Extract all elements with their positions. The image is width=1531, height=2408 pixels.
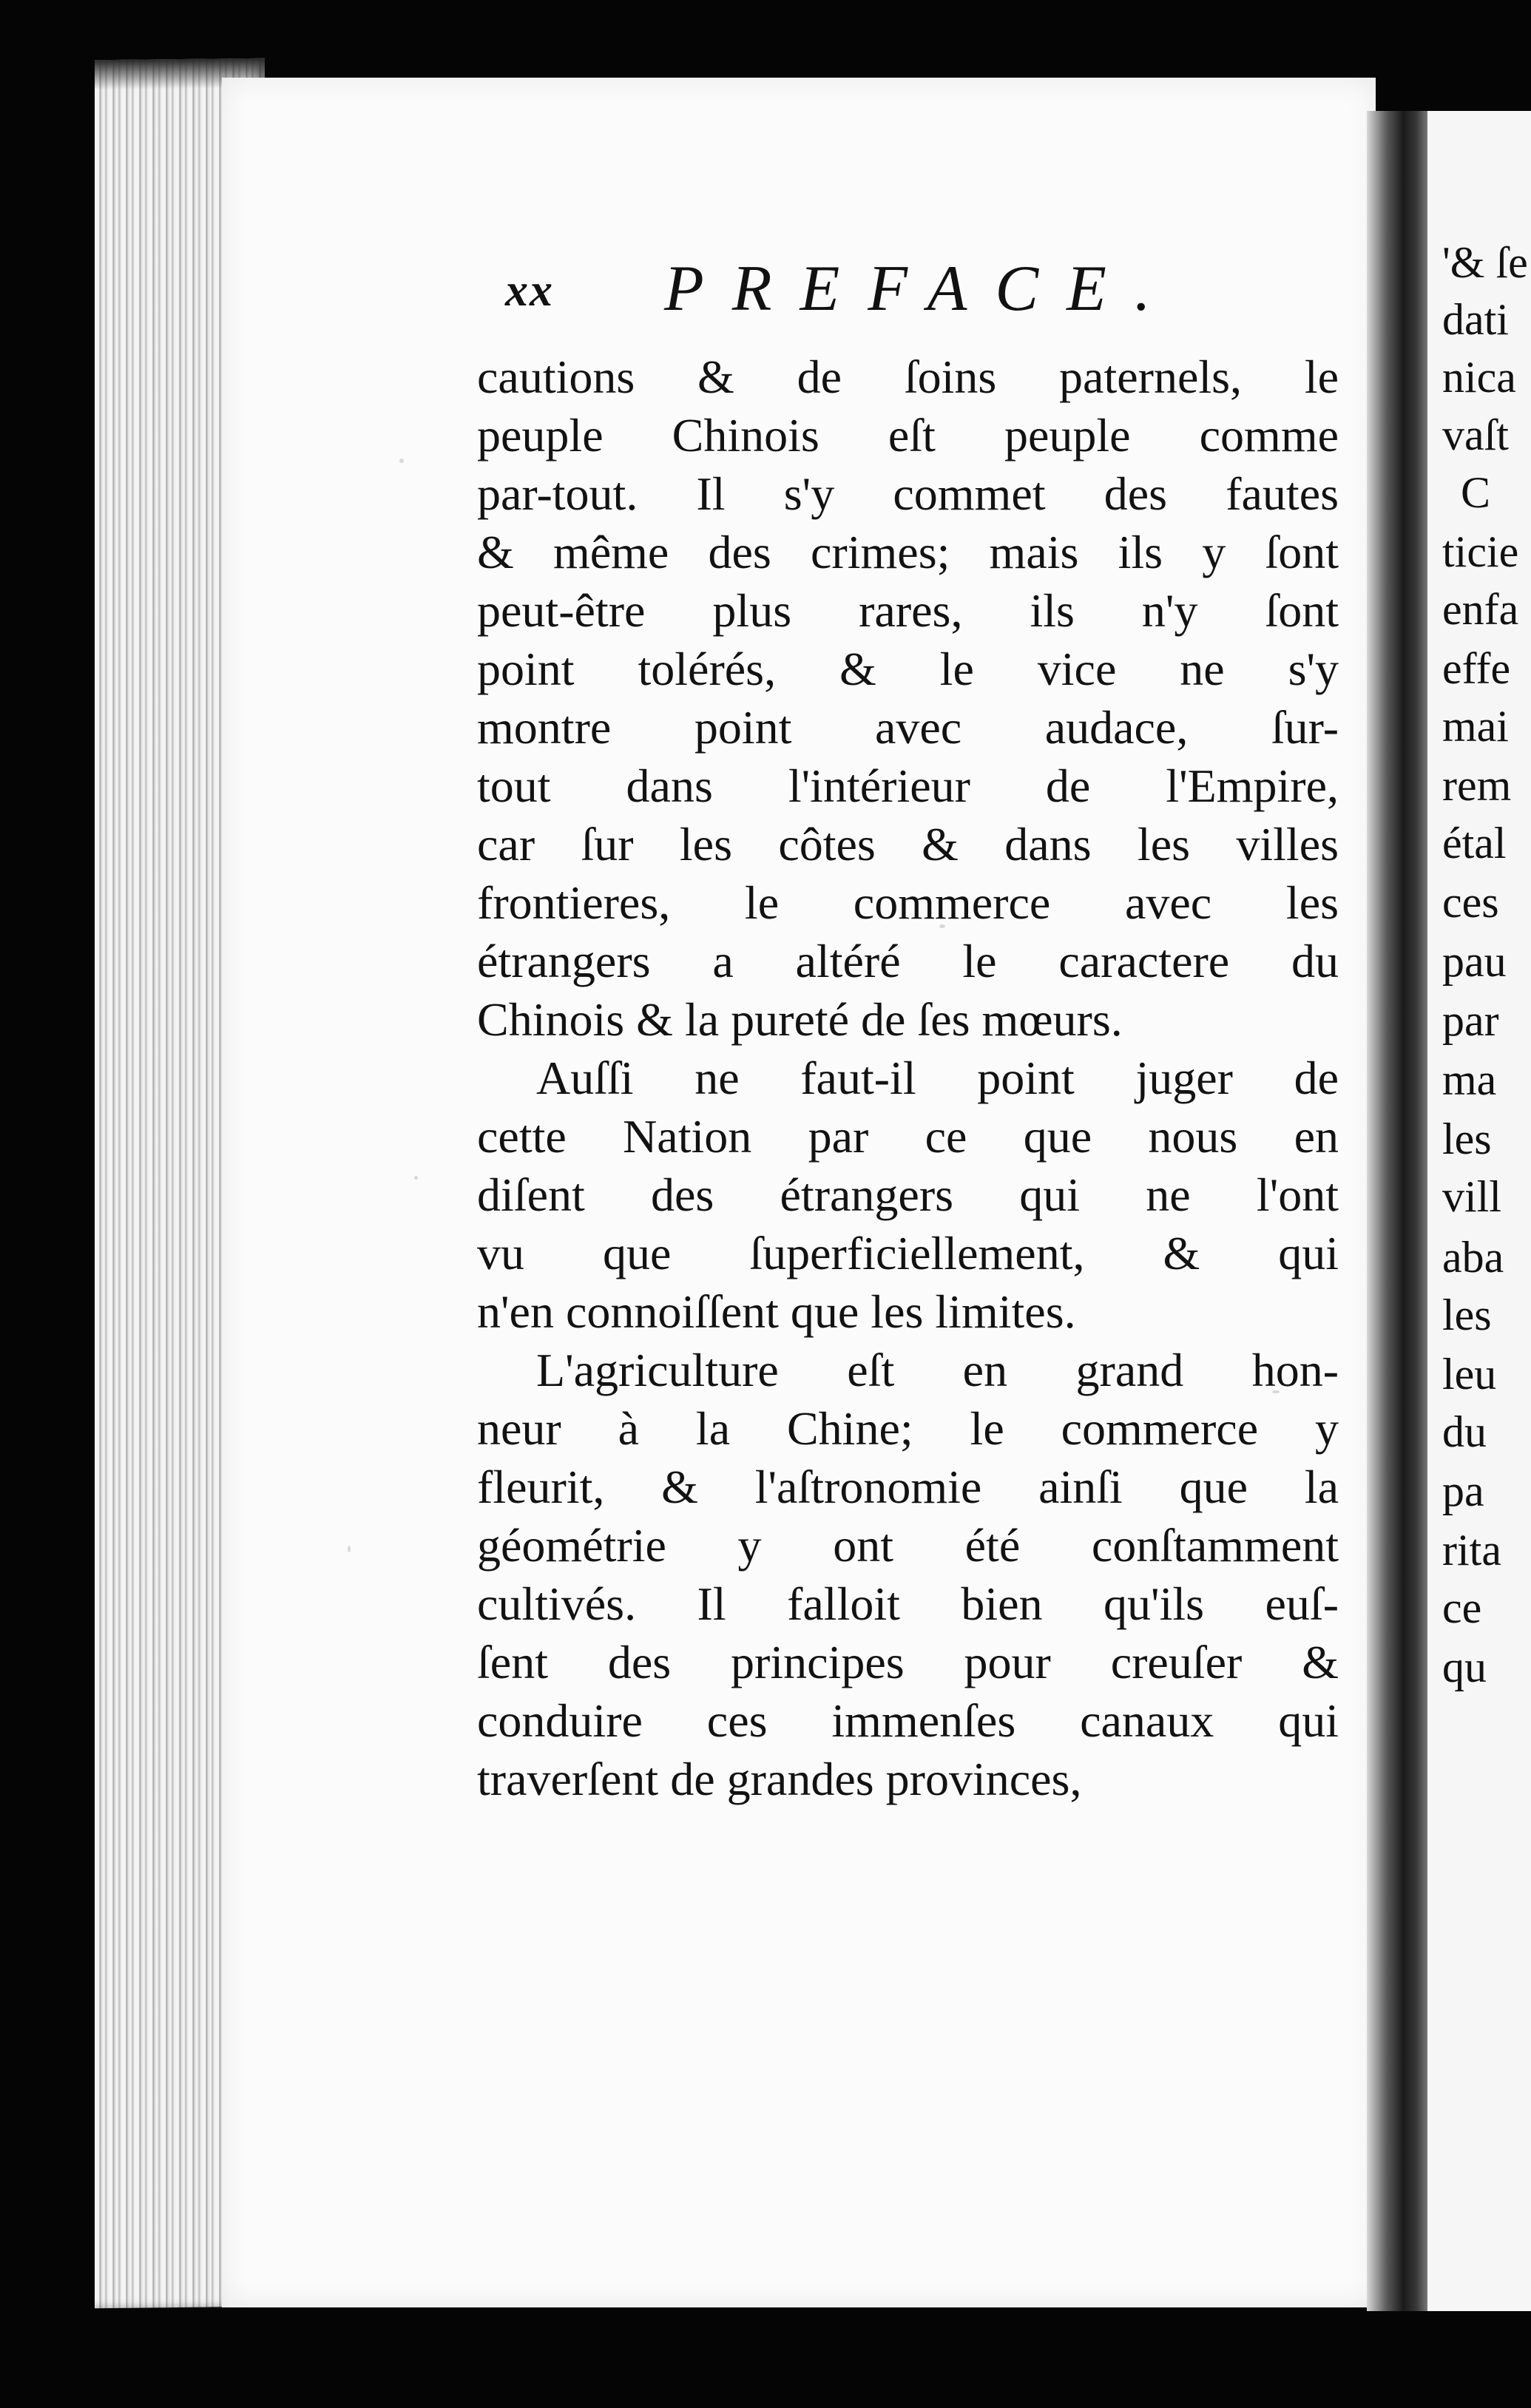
facing-page-fragment: effe <box>1442 644 1511 693</box>
text-line: cautions & de ſoins paternels, le <box>477 351 1339 403</box>
gutter-shadow <box>1367 111 1433 2311</box>
text-line: peut-être plus rares, ils n'y ſont <box>477 584 1339 637</box>
text-line: conduire ces immenſes canaux qui <box>477 1694 1339 1747</box>
text-line: Auſſi ne faut-il point juger de <box>536 1052 1339 1104</box>
running-header <box>505 251 1215 333</box>
text-line: diſent des étrangers qui ne l'ont <box>477 1169 1339 1221</box>
facing-page-fragment: aba <box>1442 1233 1504 1282</box>
facing-page-fragment: nica <box>1442 353 1516 402</box>
facing-page-fragment: pa <box>1442 1467 1484 1515</box>
facing-page-fragment: ma <box>1442 1055 1497 1104</box>
text-line: cultivés. Il falloit bien qu'ils euſ- <box>477 1577 1339 1630</box>
text-line: cette Nation par ce que nous en <box>477 1110 1339 1163</box>
facing-page-fragment: les <box>1442 1291 1492 1339</box>
facing-page-fragment: vaſt <box>1442 410 1509 459</box>
text-line: n'en connoiſſent que les limites. <box>477 1285 1076 1338</box>
facing-page-fragment: dati <box>1442 295 1509 344</box>
text-line: Chinois & la pureté de ſes mœurs. <box>477 993 1123 1046</box>
text-line: vu que ſuperficiellement, & qui <box>477 1227 1339 1279</box>
facing-page-fragment: ce <box>1442 1583 1482 1632</box>
text-line: neur à la Chine; le commerce y <box>477 1402 1339 1455</box>
text-line: peuple Chinois eſt peuple comme <box>477 409 1339 461</box>
facing-page-fragment: vill <box>1442 1172 1502 1221</box>
text-line: frontieres, le commerce avec les <box>477 876 1339 929</box>
facing-page-fragment: qu <box>1442 1643 1487 1691</box>
facing-page-fragment: ces <box>1442 878 1499 927</box>
text-line: montre point avec audace, ſur- <box>477 701 1339 754</box>
text-line: L'agriculture eſt en grand hon- <box>536 1344 1339 1396</box>
page-number: xx <box>505 266 554 316</box>
facing-page-fragment: du <box>1442 1407 1487 1456</box>
text-line: traverſent de grandes provinces, <box>477 1753 1082 1805</box>
facing-page-fragment: par <box>1442 996 1499 1045</box>
facing-page-fragment: C <box>1461 468 1491 517</box>
facing-page-fragment: mai <box>1442 702 1509 751</box>
text-line: géométrie y ont été conſtamment <box>477 1519 1339 1572</box>
body-text <box>477 348 1339 1808</box>
facing-page-fragment: '& ſe <box>1442 238 1528 287</box>
text-line: ſent des principes pour creuſer & <box>477 1636 1339 1688</box>
text-line: point tolérés, & le vice ne s'y <box>477 643 1339 695</box>
text-line: par-tout. Il s'y commet des fautes <box>477 467 1339 520</box>
facing-page-fragment: étal <box>1442 819 1507 868</box>
text-line: tout dans l'intérieur de l'Empire, <box>477 760 1339 812</box>
facing-page-fragment: les <box>1442 1115 1492 1163</box>
facing-page-fragment: pau <box>1442 937 1507 986</box>
facing-page <box>1427 111 1531 2311</box>
text-line: fleurit, & l'aſtronomie ainſi que la <box>477 1461 1339 1513</box>
facing-page-fragment: enfa <box>1442 585 1519 634</box>
facing-page-fragment: ticie <box>1442 527 1519 576</box>
text-line: étrangers a altéré le caractere du <box>477 935 1339 987</box>
text-line: & même des crimes; mais ils y ſont <box>477 526 1339 578</box>
facing-page-fragment: leu <box>1442 1350 1497 1399</box>
text-line: car ſur les côtes & dans les villes <box>477 818 1339 870</box>
facing-page-fragment: rem <box>1442 761 1512 810</box>
facing-page-fragment: rita <box>1442 1526 1501 1575</box>
running-title: PREFACE. <box>664 253 1179 325</box>
